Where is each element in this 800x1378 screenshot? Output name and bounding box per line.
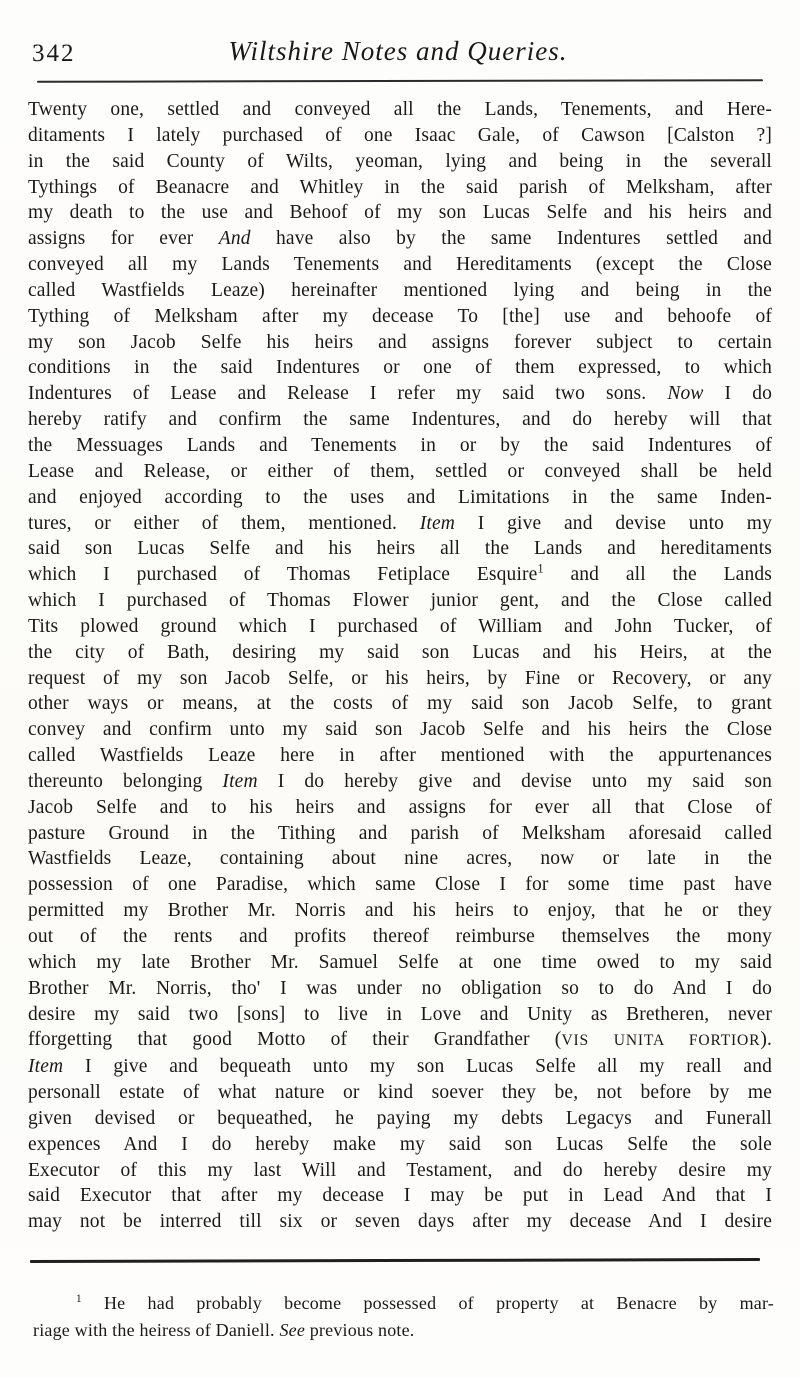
- text-line: my death to the use and Behoof of my son Lucas Selfe and his heirs and: [28, 202, 772, 224]
- text-line: Lease and Release, or either of them, settled or conveyed shall be held: [28, 460, 772, 482]
- footnote-rule: [30, 1258, 760, 1262]
- text-line: said Executor that after my decease I may be put in Lead And that I: [28, 1185, 772, 1207]
- running-title: Wiltshire Notes and Queries.: [228, 36, 568, 66]
- text-line: conveyed all my Lands Tenements and Hereditaments (except the Close: [28, 254, 772, 276]
- text-line: conditions in the said Indentures or one of them expressed, to which: [28, 357, 772, 379]
- text-line: Brother Mr. Norris, tho' I was under no obligation so to do And I do: [28, 977, 772, 999]
- footnote: [33, 1290, 774, 1344]
- header-rule: [37, 79, 763, 83]
- text-line: desire my said two [sons] to live in Love and Unity as Bretheren, never: [28, 1003, 772, 1025]
- text-line: hereby ratify and confirm the same Indentures, and do hereby will that: [28, 409, 772, 431]
- text-line: which I purchased of Thomas Flower junior gent, and the Close called: [28, 590, 772, 612]
- text-line: fforgetting that good Motto of their Grandfather (VIS UNITA FORTIOR).: [28, 1029, 772, 1051]
- footnote-line: riage with the heiress of Daniell. See previous note.: [33, 1320, 415, 1340]
- text-line: tures, or either of them, mentioned. Item I give and devise unto my: [28, 512, 772, 534]
- text-line: Tits plowed ground which I purchased of William and John Tucker, of: [28, 615, 772, 637]
- text-line: pasture Ground in the Tithing and parish of Melksham aforesaid called: [28, 822, 772, 844]
- text-line: assigns for ever And have also by the same Indentures settled and: [28, 228, 772, 250]
- text-line: which my late Brother Mr. Samuel Selfe at one time owed to my said: [28, 951, 772, 973]
- text-line: and enjoyed according to the uses and Limitations in the same Inden-: [28, 486, 772, 508]
- text-line: Tythings of Beanacre and Whitley in the said parish of Melksham, after: [28, 176, 772, 198]
- text-line: called Wastfields Leaze here in after mentioned with the appurtenances: [28, 745, 772, 767]
- text-line: other ways or means, at the costs of my said son Jacob Selfe, to grant: [28, 693, 772, 715]
- text-line: Wastfields Leaze, containing about nine acres, now or late in the: [28, 848, 772, 870]
- text-line: personall estate of what nature or kind soever they be, not before by me: [28, 1082, 772, 1104]
- text-line: Indentures of Lease and Release I refer my said two sons. Now I do: [28, 383, 772, 405]
- text-line: said son Lucas Selfe and his heirs all the Lands and hereditaments: [28, 538, 772, 560]
- page-header: [32, 36, 764, 72]
- text-line: given devised or bequeathed, he paying my debts Legacys and Funerall: [28, 1107, 772, 1129]
- text-line: convey and confirm unto my said son Jacob Selfe and his heirs the Close: [28, 719, 772, 741]
- text-line: the Messuages Lands and Tenements in or by the said Indentures of: [28, 434, 772, 456]
- text-line: out of the rents and profits thereof reimburse themselves the mony: [28, 926, 772, 947]
- text-line: thereunto belonging Item I do hereby give and devise unto my said son: [28, 770, 772, 792]
- text-line: my son Jacob Selfe his heirs and assigns forever subject to certain: [28, 331, 772, 353]
- text-line: permitted my Brother Mr. Norris and his heirs to enjoy, that he or they: [28, 900, 772, 922]
- text-line: which I purchased of Thomas Fetiplace Esquire$^1$ and all the Lands: [28, 561, 773, 586]
- text-line: ditaments I lately purchased of one Isaac Gale, of Cawson [Calston ?]: [28, 124, 772, 146]
- will-transcript: [28, 97, 772, 1235]
- text-line: in the said County of Wilts, yeoman, lying and being in the severall: [28, 150, 772, 172]
- text-line: expences And I do hereby make my said son Lucas Selfe the sole: [28, 1133, 772, 1155]
- page-number: 342: [32, 40, 76, 67]
- text-line: Executor of this my last Will and Testament, and do hereby desire my: [28, 1159, 772, 1181]
- text-line: may not be interred till six or seven days after my decease And I desire: [28, 1211, 772, 1233]
- footnote-line: $^1$ He had probably become possessed of property at Benacre by mar-: [76, 1293, 774, 1313]
- text-line: Tything of Melksham after my decease To [the] use and behoofe of: [28, 305, 772, 327]
- text-line: called Wastfields Leaze) hereinafter mentioned lying and being in the: [28, 279, 772, 301]
- text-line: request of my son Jacob Selfe, or his heirs, by Fine or Recovery, or any: [28, 667, 772, 689]
- text-line: possession of one Paradise, which same Close I for some time past have: [28, 874, 772, 896]
- text-line: Jacob Selfe and to his heirs and assigns for ever all that Close of: [28, 796, 772, 818]
- text-line: the city of Bath, desiring my said son Lucas and his Heirs, at the: [28, 641, 772, 663]
- text-line: Twenty one, settled and conveyed all the Lands, Tenements, and Here-: [28, 99, 772, 120]
- text-line: Item I give and bequeath unto my son Lucas Selfe all my reall and: [28, 1056, 772, 1078]
